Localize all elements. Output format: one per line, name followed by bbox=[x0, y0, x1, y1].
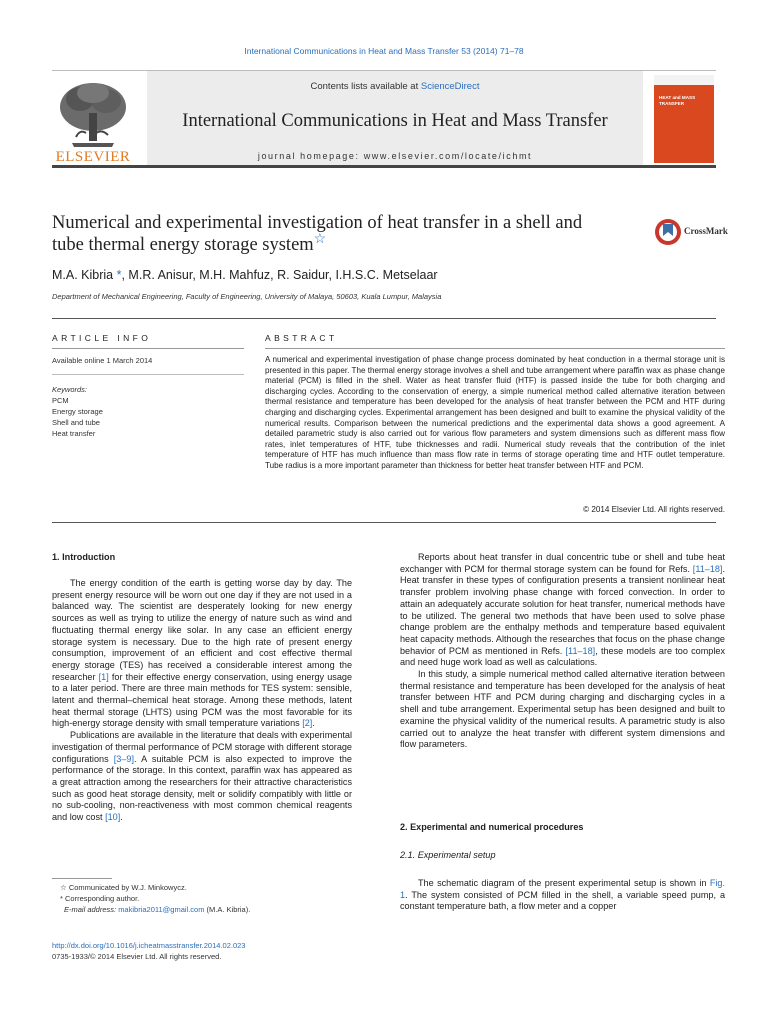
cover-title: HEAT and MASS TRANSFER bbox=[659, 95, 696, 106]
right-column bbox=[400, 552, 725, 751]
reference-link[interactable]: [1] bbox=[98, 671, 109, 682]
setup-paragraph-1: The schematic diagram of the present experimental setup is shown in Fig. 1. The system consisted of PCM filled in the shell, a variable speed pump, a constant temperature bath, a flow meter and a copper bbox=[400, 878, 725, 912]
author-list bbox=[52, 268, 712, 282]
crossmark-badge[interactable] bbox=[654, 218, 726, 244]
email-link[interactable]: makibria2011@gmail.com bbox=[118, 905, 205, 914]
reference-link[interactable]: [11–18] bbox=[692, 563, 723, 574]
divider-abstract bbox=[265, 348, 725, 349]
crossmark-label: CrossMark bbox=[684, 226, 728, 236]
paper-title bbox=[52, 212, 612, 256]
abstract-copyright: © 2014 Elsevier Ltd. All rights reserved. bbox=[583, 505, 725, 514]
intro-paragraph-1: The energy condition of the earth is getting worse day by day. The present energy resource will be worn out one day if they are not used in a balanced way. The scientist are desperately looking for new energy sources as well as trying to utilize the energy of nature such as wind and fluctuating thermal energy like solar. In any case an efficient energy storage system is necessary. Due to the high rate of present energy consumption, improvement of an efficient and cost effective thermal energy storage (TES) has received a considerable interest among the researcher [1] for their effective energy conservation, using energy usage to a later period. There are three main methods for TES system: sensible, latent and thermal–chemical heat storage. Among these methods, latent heat thermal storage (LHTS) using PCM was the most favorable for its high-energy storage density with small temperature variations [2]. bbox=[52, 578, 352, 729]
corresponding-author-mark[interactable]: * bbox=[116, 268, 122, 282]
publisher-name: ELSEVIER bbox=[55, 149, 131, 165]
footnote-corresponding: * Corresponding author. bbox=[60, 894, 140, 903]
intro-paragraph-2: Publications are available in the literature that deals with experimental investigation of thermal performance of PCM storage with different storage configurations [3–9]. A suitable PCM is also expected to improve the performance of the storage. In this context, paraffin wax has appeared as a great attraction among the researchers for their attractive characteristics such as good heat storage density, melt or solidify compatibly with little or no sub-cooling, non-reactiveness with most common chemical reagents and low cost [10]. bbox=[52, 730, 352, 823]
divider-bottom bbox=[52, 522, 716, 523]
divider-info bbox=[52, 348, 244, 349]
abstract-label: ABSTRACT bbox=[265, 333, 338, 343]
author-first: M.A. Kibria bbox=[52, 268, 117, 282]
footnote-communicated: ☆ Communicated by W.J. Minkowycz. bbox=[60, 883, 187, 892]
intro-column bbox=[52, 578, 352, 824]
doi-link[interactable]: http://dx.doi.org/10.1016/j.icheatmasstransfer.2014.02.023 bbox=[52, 941, 246, 950]
setup-column bbox=[400, 878, 725, 913]
keyword: PCM bbox=[52, 396, 69, 405]
reference-link[interactable]: [2] bbox=[302, 718, 313, 729]
crossmark-icon bbox=[654, 218, 682, 246]
keyword: Heat transfer bbox=[52, 429, 96, 438]
title-footnote-mark[interactable]: ☆ bbox=[313, 231, 327, 247]
contents-prefix: Contents lists available at bbox=[310, 81, 421, 92]
section-heading-procedures: 2. Experimental and numerical procedures bbox=[400, 822, 584, 832]
subsection-heading-setup: 2.1. Experimental setup bbox=[400, 850, 496, 860]
keywords-label: Keywords: bbox=[52, 385, 88, 394]
paper-title-text: Numerical and experimental investigation of heat transfer in a shell and tube thermal energy storage system bbox=[52, 213, 583, 255]
journal-title: International Communications in Heat and Mass Transfer bbox=[182, 111, 608, 131]
divider-top bbox=[52, 318, 716, 319]
contents-line bbox=[147, 81, 643, 92]
article-info-label: ARTICLE INFO bbox=[52, 333, 152, 343]
journal-homepage[interactable]: journal homepage: www.elsevier.com/locate/ichmt bbox=[257, 151, 533, 161]
journal-masthead bbox=[52, 70, 716, 168]
section-heading-introduction: 1. Introduction bbox=[52, 552, 116, 562]
article-info bbox=[52, 356, 244, 439]
right-paragraph-2: In this study, a simple numerical method called alternative iteration between thermal resistance and temperature has been developed for the analysis of heat transfer between HTF and PCM during charging and discharging cycles in a shell and tube arrangement. Experimental setup has been designed and built to examine the physical validity of the numerical results. A parametric study is also carried out to analyze the heat transfer with different system dimensions and flow parameters. bbox=[400, 669, 725, 750]
elsevier-logo bbox=[52, 77, 134, 165]
sciencedirect-link[interactable]: ScienceDirect bbox=[420, 81, 480, 92]
journal-reference[interactable]: International Communications in Heat and Mass Transfer 53 (2014) 71–78 bbox=[244, 46, 524, 56]
available-online: Available online 1 March 2014 bbox=[52, 356, 244, 375]
footnote-email: E-mail address: makibria2011@gmail.com (M.A. Kibria). bbox=[64, 905, 251, 914]
affiliation: Department of Mechanical Engineering, Faculty of Engineering, University of Malaya, 50603, Kuala Lumpur, Malaysia bbox=[52, 292, 442, 301]
reference-link[interactable]: [3–9] bbox=[113, 753, 134, 764]
keyword: Shell and tube bbox=[52, 418, 100, 427]
footnotes bbox=[52, 882, 352, 915]
author-rest: , M.R. Anisur, M.H. Mahfuz, R. Saidur, I.H.S.C. Metselaar bbox=[121, 268, 438, 282]
masthead-banner bbox=[147, 71, 643, 165]
keyword: Energy storage bbox=[52, 407, 103, 416]
right-paragraph-1: Reports about heat transfer in dual concentric tube or shell and tube heat exchanger with PCM for thermal storage system can be found for Refs. [11–18]. Heat transfer in these types of configuration presents a transient nonlinear heat transfer problem involving phase change with forced convection. In order to attain an adequately accurate solution for heat transfer, numerical methods have to be utilized. The general two methods that have been used to solve phase change problem are the enthalpy methods and temperature based equivalent heat capacity methods. Although the researches that focus on the phase change behavior of PCM as mentioned in Refs. [11–18], these models are too complex and need huge work load as well as calculations. bbox=[400, 552, 725, 668]
journal-cover-thumbnail[interactable] bbox=[654, 75, 714, 163]
figure-link[interactable]: Fig. 1 bbox=[400, 878, 725, 900]
reference-link[interactable]: [11–18] bbox=[565, 645, 596, 656]
abstract-text: A numerical and experimental investigation of phase change process dominated by heat conduction in a thermal storage unit is presented in this paper. The thermal energy storage involves a shell and tube arrangement where paraffin wax as phase change material (PCM) is filled in the shell. Water as heat transfer fluid (HTF) is passed inside the tube for both charging and discharging cycles. According to the conservation of energy, a simple numerical method called alternative iteration between thermal resistance and temperature has been developed for the analysis of heat transfer between the PCM and HTF during charging and discharging cycles. Experimental arrangement has been designed and built to examine the physical validity of the numerical results. Comparison between the numerical predictions and the experimental data shows a good agreement. A detailed parametric study is also carried out for various flow parameters and system dimensions such as different mass flow rates, inlet temperatures of HTF, tube thicknesses and radii. Numerical study reveals that the contribution of the inlet temperature of HTF has much influence than mass flow rate in terms of storage operating time and HTF outlet temperature. Tube radius is a more important parameter than thickness for better heat transfer between HTF and PCM. bbox=[265, 355, 725, 470]
page-footer bbox=[52, 940, 352, 962]
reference-link[interactable]: [10] bbox=[105, 812, 121, 823]
issn-line: 0735-1933/© 2014 Elsevier Ltd. All rights reserved. bbox=[52, 952, 222, 961]
footnote-divider bbox=[52, 878, 112, 879]
